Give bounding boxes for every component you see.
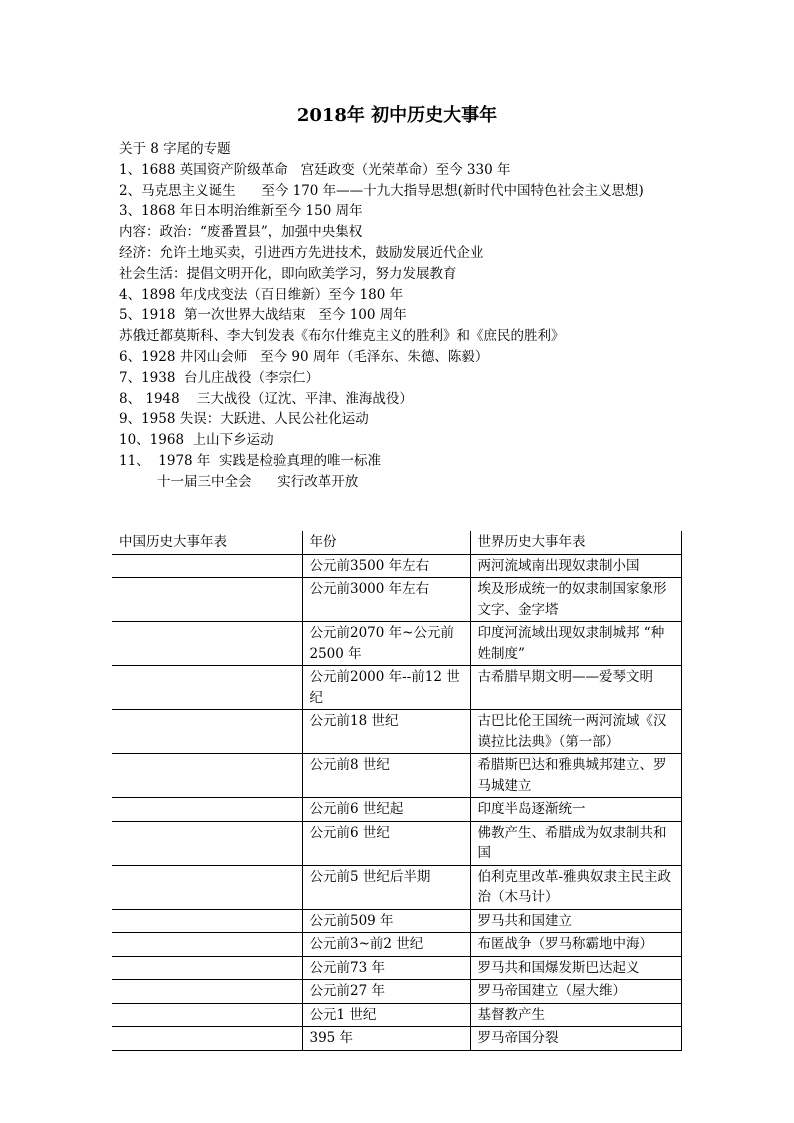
table-row [112,578,681,622]
topic-line: 2、马克思主义诞生 至今 170 年——十九大指导思想(新时代中国特色社会主义思想) [119,182,644,199]
history-events-table [112,531,682,1051]
world-event-cell: 古希腊早期文明——爱琴文明 [470,666,681,710]
china-event-cell [112,933,302,957]
china-event-cell [112,666,302,710]
china-event-cell [112,909,302,933]
world-event-cell: 埃及形成统一的奴隶制国家象形文字、金字塔 [470,578,681,622]
year-cell: 公元前6 世纪 [302,821,470,865]
china-event-cell [112,865,302,909]
year-cell: 公元前2070 年~公元前 2500 年 [302,622,470,666]
year-cell: 公元前3500 年左右 [302,554,470,578]
topic-line: 1、1688 英国资产阶级革命 宫廷政变（光荣革命）至今 330 年 [119,161,511,178]
topic-line: 苏俄迁都莫斯科、李大钊发表《布尔什维克主义的胜利》和《庶民的胜利》 [119,328,565,345]
topic-line: 社会生活：提倡文明开化，即向欧美学习，努力发展教育 [119,265,457,282]
world-event-cell: 佛教产生、希腊成为奴隶制共和国 [470,821,681,865]
topic-line: 6、1928 井冈山会师 至今 90 周年（毛泽东、朱德、陈毅） [119,348,489,365]
header-year: 年份 [302,531,470,554]
table-row [112,622,681,666]
world-event-cell: 两河流域南出现奴隶制小国 [470,554,681,578]
china-event-cell [112,1027,302,1051]
china-event-cell [112,821,302,865]
china-event-cell [112,710,302,754]
year-cell: 公元前2000 年--前12 世纪 [302,666,470,710]
world-event-cell: 基督教产生 [470,1003,681,1027]
year-cell: 公元前8 世纪 [302,754,470,798]
world-event-cell: 布匿战争（罗马称霸地中海） [470,933,681,957]
world-event-cell: 印度河流域出现奴隶制城邦 “种姓制度” [470,622,681,666]
china-event-cell [112,798,302,822]
world-event-cell: 伯利克里改革-雅典奴隶主民主政治（木马计） [470,865,681,909]
world-event-cell: 罗马帝国建立（屋大维） [470,980,681,1004]
header-world-events: 世界历史大事年表 [470,531,681,554]
year-cell: 公元1 世纪 [302,1003,470,1027]
topic-line: 8、 1948 三大战役（辽沈、平津、淮海战役） [119,390,413,407]
table-row [112,909,681,933]
topic-line: 7、1938 台儿庄战役（李宗仁） [119,369,320,386]
topic-line: 内容：政治：“废番置县”，加强中央集权 [119,224,363,241]
china-event-cell [112,754,302,798]
world-event-cell: 罗马帝国分裂 [470,1027,681,1051]
table-row [112,1003,681,1027]
table-row [112,710,681,754]
table-row [112,554,681,578]
topic-line: 十一届三中全会 实行改革开放 [157,473,359,490]
year-cell: 395 年 [302,1027,470,1051]
year-cell: 公元前73 年 [302,956,470,980]
table-row [112,933,681,957]
year-cell: 公元前6 世纪起 [302,798,470,822]
table-row [112,666,681,710]
world-event-cell: 罗马共和国建立 [470,909,681,933]
year-cell: 公元前3000 年左右 [302,578,470,622]
table-row [112,1027,681,1051]
page-title: 2018年 初中历史大事年 [296,105,498,126]
topic-line: 5、1918 第一次世界大战结束 至今 100 周年 [119,307,407,324]
table-row [112,865,681,909]
world-event-cell: 古巴比伦王国统一两河流域《汉谟拉比法典》（第一部） [470,710,681,754]
topic-line: 经济：允许土地买卖，引进西方先进技术，鼓励发展近代企业 [119,244,484,261]
table-row [112,798,681,822]
topic-line: 4、1898 年戊戌变法（百日维新）至今 180 年 [119,286,404,303]
china-event-cell [112,956,302,980]
table-row [112,980,681,1004]
china-event-cell [112,554,302,578]
china-event-cell [112,622,302,666]
china-event-cell [112,578,302,622]
year-cell: 公元前18 世纪 [302,710,470,754]
table-row [112,821,681,865]
year-cell: 公元前5 世纪后半期 [302,865,470,909]
year-cell: 公元前3~前2 世纪 [302,933,470,957]
header-china-events: 中国历史大事年表 [112,531,302,554]
topic-line: 3、1868 年日本明治维新至今 150 周年 [119,203,363,220]
china-event-cell [112,980,302,1004]
topic-list [119,139,739,493]
world-event-cell: 希腊斯巴达和雅典城邦建立、罗马城建立 [470,754,681,798]
table-row [112,956,681,980]
table-row [112,754,681,798]
year-cell: 公元前27 年 [302,980,470,1004]
china-event-cell [112,1003,302,1027]
world-event-cell: 罗马共和国爆发斯巴达起义 [470,956,681,980]
topic-line: 9、1958 失误：大跃进、人民公社化运动 [119,411,369,428]
year-cell: 公元前509 年 [302,909,470,933]
topic-heading: 关于 8 字尾的专题 [119,141,231,157]
topic-line: 11、 1978 年 实践是检验真理的唯一标准 [119,452,381,469]
topic-line: 10、1968 上山下乡运动 [119,432,274,449]
table-header-row [112,531,681,554]
world-event-cell: 印度半岛逐渐统一 [470,798,681,822]
